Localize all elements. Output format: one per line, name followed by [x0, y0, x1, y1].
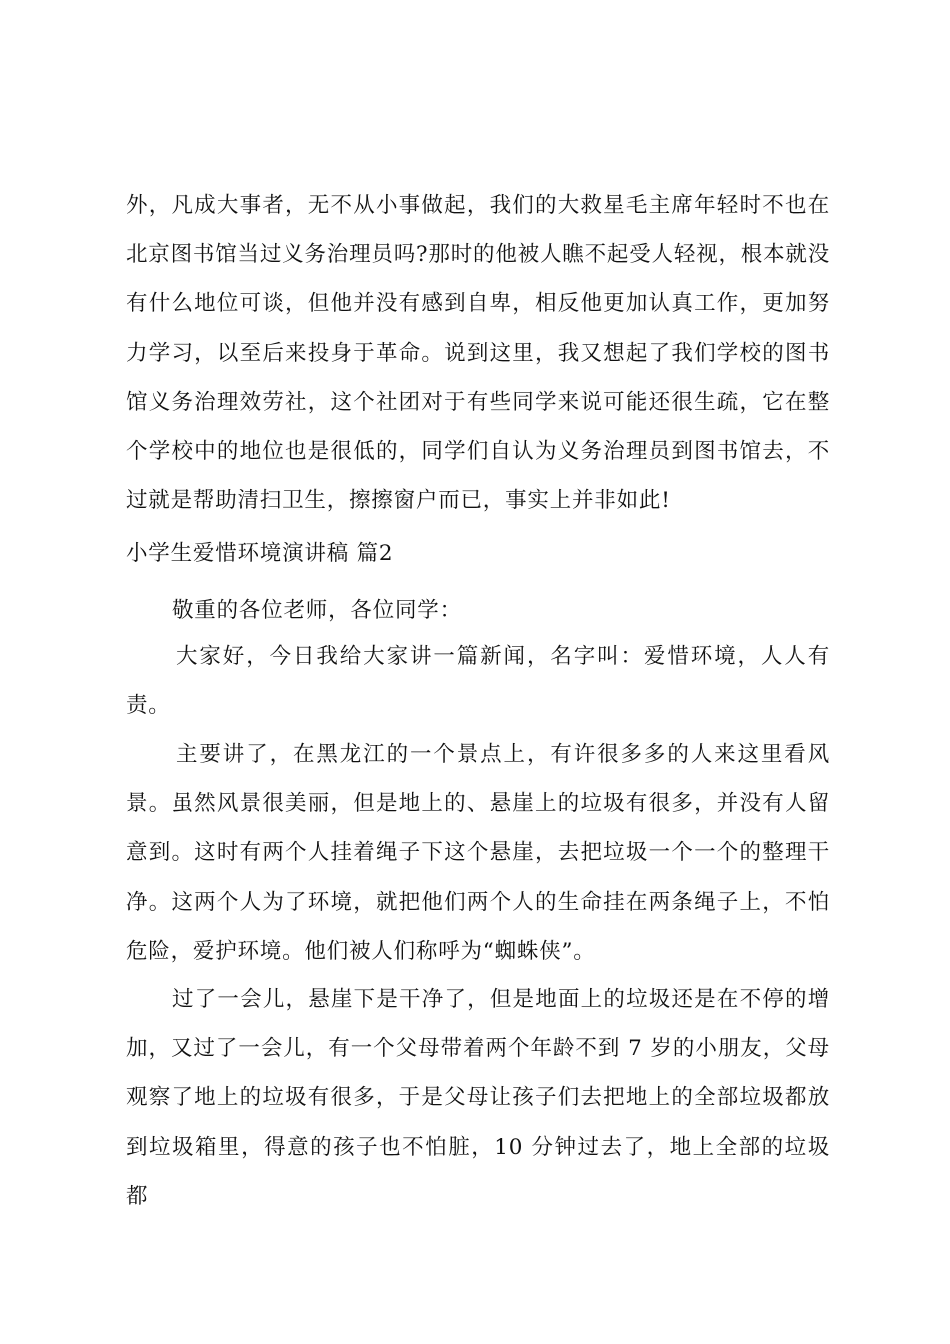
- section-heading: 小学生爱惜环境演讲稿 篇2: [126, 541, 394, 566]
- body-paragraph-1: 外，凡成大事者，无不从小事做起，我们的大救星毛主席年轻时不也在北京图书馆当过义务治理员吗?那时的他被人瞧不起受人轻视，根本就没有什么地位可谈，但他并没有感到自卑，相反他更加认真工作，更加努力学习，以至后来投身于革命。说到这里，我又想起了我们学校的图书馆义务治理效劳社，这个社团对于有些同学来说可能还很生疏，它在整个学校中的地位也是很低的，同学们自认为义务治理员到图书馆去，不过就是帮助清扫卫生，擦擦窗户而已，事实上并非如此!: [126, 193, 830, 514]
- body-paragraph-4: 过了一会儿，悬崖下是干净了，但是地面上的垃圾还是在不停的增加，又过了一会儿，有一个父母带着两个年龄不到 7 岁的小朋友，父母观察了地上的垃圾有很多，于是父母让孩子们去把地上的全部垃圾都放到垃圾箱里，得意的孩子也不怕脏，10 分钟过去了，地上全部的垃圾都: [126, 987, 830, 1209]
- body-paragraph-3: 主要讲了，在黑龙江的一个景点上，有许很多多的人来这里看风景。虽然风景很美丽，但是地上的、悬崖上的垃圾有很多，并没有人留意到。这时有两个人挂着绳子下这个悬崖，去把垃圾一个一个的整理干净。这两个人为了环境，就把他们两个人的生命挂在两条绳子上，不怕危险，爱护环境。他们被人们称呼为“蜘蛛侠”。: [126, 742, 830, 964]
- body-paragraph-2: 大家好，今日我给大家讲一篇新闻，名字叫：爱惜环境，人人有责。: [126, 644, 830, 719]
- salutation-line: 敬重的各位老师，各位同学：: [172, 598, 462, 623]
